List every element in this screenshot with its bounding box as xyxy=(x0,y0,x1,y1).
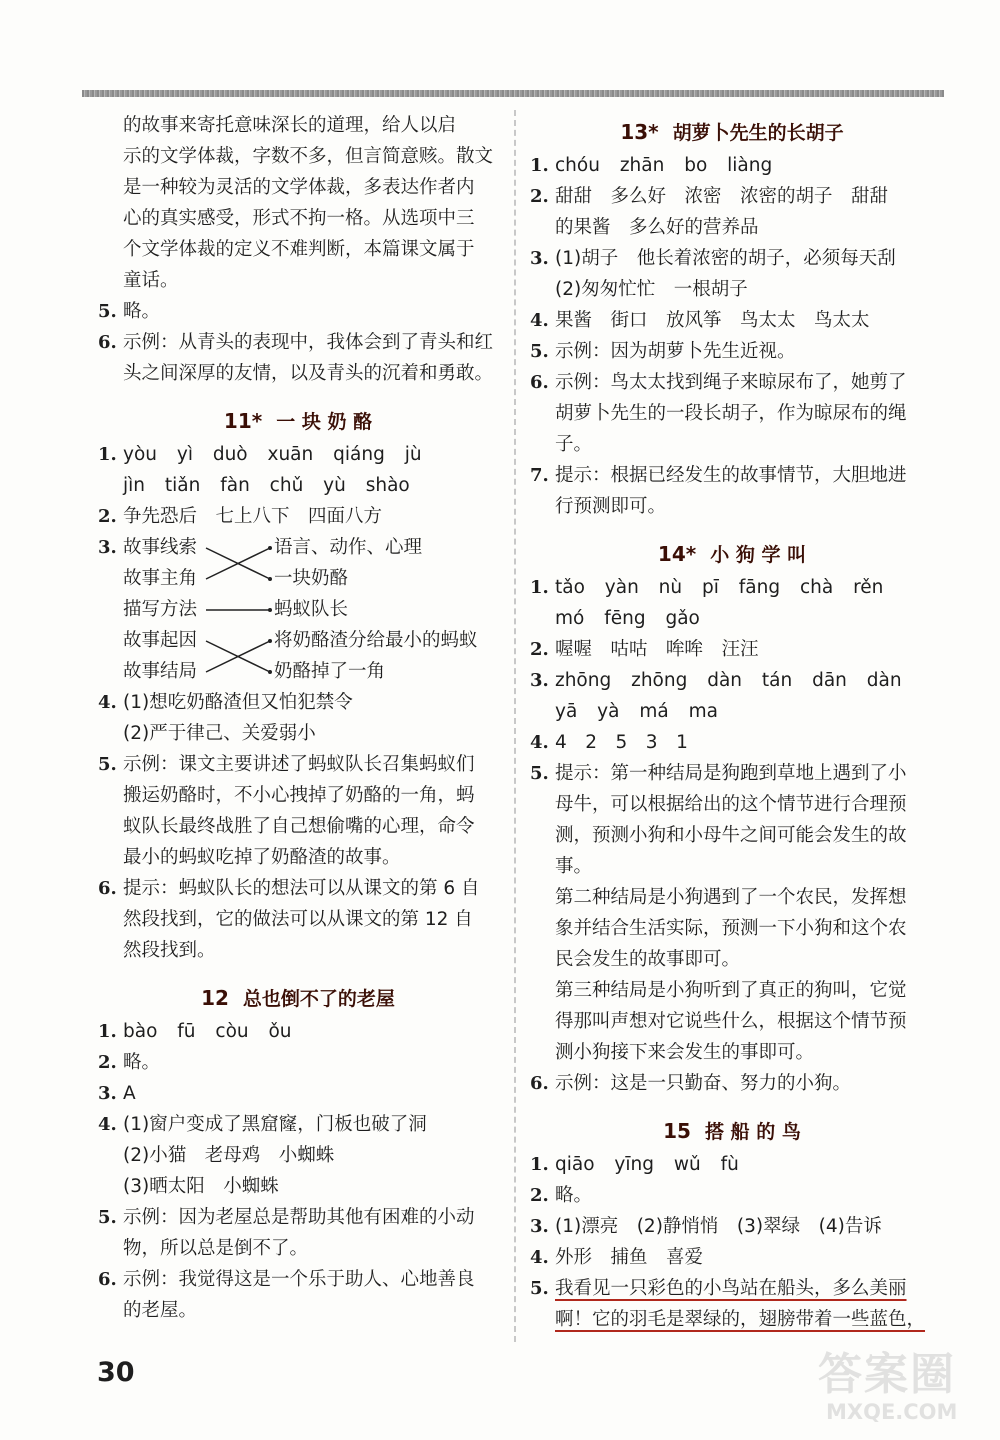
answer-line xyxy=(530,491,934,522)
answer-text: A xyxy=(123,1083,136,1104)
answer-text: 母牛，可以根据给出的这个情节进行合理预 xyxy=(555,794,907,815)
intro-line: 心的真实感受，形式不拘一格。从选项中三 xyxy=(123,208,475,229)
match-connector xyxy=(206,641,270,672)
item-number: 3. xyxy=(98,537,117,558)
answer-text: (1)窗户变成了黑窟窿，门板也破了洞 xyxy=(123,1114,427,1135)
item-number: 2. xyxy=(530,186,549,207)
answer-text: 然段找到。 xyxy=(123,940,216,961)
answer-line xyxy=(530,665,934,696)
answer-line xyxy=(98,904,498,935)
answer-line xyxy=(530,1180,934,1211)
item-number: 3. xyxy=(530,248,549,269)
answer-line xyxy=(530,758,934,789)
answer-text: 略。 xyxy=(555,1185,593,1206)
item-number: 6. xyxy=(530,1073,549,1094)
section-title xyxy=(530,1109,934,1149)
item-number: 4. xyxy=(530,732,549,753)
match-right-item: 将奶酪渣分给最小的蚂蚁 xyxy=(274,630,478,651)
item-number: 2. xyxy=(530,639,549,660)
answer-text: 4 2 5 3 1 xyxy=(555,732,688,753)
answer-line xyxy=(530,882,934,913)
item-number: 3. xyxy=(98,1083,117,1104)
match-connector xyxy=(206,548,270,579)
answer-line xyxy=(98,1109,498,1140)
section-number: 13* xyxy=(620,120,659,144)
answer-text: (2)严于律己、关爱弱小 xyxy=(123,723,316,744)
answer-line xyxy=(98,1233,498,1264)
answer-text: 象并结合生活实际，预测一下小狗和这个农 xyxy=(555,918,907,939)
answer-line xyxy=(98,296,498,327)
answer-text: (1)胡子 他长着浓密的胡子，必须每天刮 xyxy=(555,248,896,269)
answer-text: 第二种结局是小狗遇到了一个农民，发挥想 xyxy=(555,887,907,908)
match-connector-end xyxy=(268,608,272,612)
answer-line xyxy=(98,811,498,842)
match-left-item: 故事主角 xyxy=(123,568,198,589)
match-connector-end xyxy=(268,639,272,643)
answer-text: 啊！它的羽毛是翠绿的，翅膀带着一些蓝色， xyxy=(555,1309,926,1330)
answer-line xyxy=(530,212,934,243)
answer-line xyxy=(530,1068,934,1099)
match-connector-end xyxy=(268,546,272,550)
answer-line xyxy=(98,687,498,718)
match-connector-end xyxy=(268,577,272,581)
item-number: 1. xyxy=(530,1154,549,1175)
answer-text: zhōng zhōng dàn tán dān dàn xyxy=(555,670,902,691)
answer-line xyxy=(530,975,934,1006)
answer-text: mó fēng gǎo xyxy=(555,608,700,629)
answer-line xyxy=(530,429,934,460)
item-number: 5. xyxy=(98,754,117,775)
item-number: 2. xyxy=(98,1052,117,1073)
section-title xyxy=(530,110,934,150)
right-column xyxy=(530,110,934,1335)
answer-text: 外形 捕鱼 喜爱 xyxy=(555,1247,704,1268)
section-title-text: 胡萝卜先生的长胡子 xyxy=(672,122,844,144)
watermark-line2: MXQE.COM xyxy=(826,1400,958,1424)
answer-line xyxy=(98,1047,498,1078)
item-number: 7. xyxy=(530,465,549,486)
answer-text: 示例：从青头的表现中，我体会到了青头和红 xyxy=(123,332,494,353)
match-left-item: 故事线索 xyxy=(123,537,198,558)
answer-text: 略。 xyxy=(123,1052,161,1073)
answer-text: 测小狗接下来会发生的事即可。 xyxy=(555,1042,815,1063)
item-number: 5. xyxy=(98,301,117,322)
answer-text: yā yà má ma xyxy=(555,701,718,722)
answer-text: 民会发生的故事即可。 xyxy=(555,949,741,970)
answer-text: 搬运奶酪时，不小心拽掉了奶酪的一角，蚂 xyxy=(123,785,475,806)
answer-text: 提示：根据已经发生的故事情节，大胆地进 xyxy=(555,465,907,486)
left-column xyxy=(98,110,498,1326)
answer-text: 蚁队长最终战胜了自己想偷嘴的心理，命令 xyxy=(123,816,475,837)
item-number: 3. xyxy=(530,670,549,691)
intro-line: 童话。 xyxy=(123,270,179,291)
answer-line xyxy=(530,398,934,429)
answer-line xyxy=(98,1140,498,1171)
match-right-item: 奶酪掉了一角 xyxy=(274,661,386,682)
answer-line xyxy=(98,439,498,470)
answer-line xyxy=(530,944,934,975)
answer-line xyxy=(98,470,498,501)
answer-line xyxy=(530,367,934,398)
answer-text: yòu yì duò xuān qiáng jù xyxy=(123,444,422,465)
answer-line xyxy=(530,1149,934,1180)
answer-text: 提示：蚂蚁队长的想法可以从课文的第 6 自 xyxy=(123,878,480,899)
intro-line: 的故事来寄托意味深长的道理，给人以启 xyxy=(123,115,457,136)
answer-text: 的老屋。 xyxy=(123,1300,198,1321)
section-number: 12 xyxy=(201,986,229,1010)
item-number: 6. xyxy=(98,1269,117,1290)
match-left-item: 描写方法 xyxy=(123,599,198,620)
answer-text: 提示：第一种结局是狗跑到草地上遇到了小 xyxy=(555,763,907,784)
section-number: 11* xyxy=(223,409,263,433)
section-title-text: 总也倒不了的老屋 xyxy=(242,988,395,1010)
match-connector xyxy=(206,641,270,672)
match-connector-end xyxy=(268,670,272,674)
item-number: 1. xyxy=(98,444,117,465)
item-number: 6. xyxy=(530,372,549,393)
answer-text: 甜甜 多么好 浓密 浓密的胡子 甜甜 xyxy=(555,186,889,207)
watermark-line1: 答案圈 xyxy=(818,1349,956,1400)
answer-text: 测，预测小狗和小母牛之间可能会发生的故 xyxy=(555,825,907,846)
answer-line xyxy=(530,1006,934,1037)
item-number: 5. xyxy=(530,763,549,784)
answer-text: jìn tiǎn fàn chǔ yù shào xyxy=(123,475,410,496)
match-left-item: 故事结局 xyxy=(123,661,198,682)
answer-text: 然段找到，它的做法可以从课文的第 12 自 xyxy=(123,909,473,930)
answer-text: 示例：因为胡萝卜先生近视。 xyxy=(555,341,796,362)
watermark-logo xyxy=(818,1350,968,1434)
answer-line xyxy=(530,634,934,665)
answer-text: (2)小猫 老母鸡 小蜘蛛 xyxy=(123,1145,335,1166)
answer-text: 喔喔 咕咕 哞哞 汪汪 xyxy=(555,639,759,660)
section-title-text: 小 狗 学 叫 xyxy=(710,544,807,566)
item-number: 2. xyxy=(98,506,117,527)
section-spacer xyxy=(98,966,498,976)
answer-line xyxy=(98,718,498,749)
answer-line xyxy=(530,727,934,758)
answer-text: 我看见一只彩色的小鸟站在船头，多么美丽 xyxy=(555,1278,907,1299)
answer-text: qiāo yīng wǔ fù xyxy=(555,1154,739,1175)
answer-text: 争先恐后 七上八下 四面八方 xyxy=(123,506,383,527)
answer-line xyxy=(530,1242,934,1273)
section-spacer xyxy=(98,389,498,399)
item-number: 1. xyxy=(98,1021,117,1042)
answer-line xyxy=(98,749,498,780)
answer-line xyxy=(530,243,934,274)
answer-line xyxy=(98,873,498,904)
item-number: 4. xyxy=(98,692,117,713)
section-title-text: 一 块 奶 酪 xyxy=(276,411,373,433)
item-number: 4. xyxy=(98,1114,117,1135)
item-number: 4. xyxy=(530,310,549,331)
answer-line xyxy=(98,501,498,532)
answer-line xyxy=(530,572,934,603)
section-number: 14* xyxy=(657,542,697,566)
answer-line xyxy=(530,789,934,820)
item-number: 6. xyxy=(98,878,117,899)
answer-text: 示例：因为老屋总是帮助其他有困难的小动 xyxy=(123,1207,475,1228)
answer-line xyxy=(530,274,934,305)
answer-line xyxy=(530,460,934,491)
answer-text: bào fū còu ǒu xyxy=(123,1021,292,1042)
matching-question xyxy=(98,532,498,687)
answer-line xyxy=(530,603,934,634)
answer-text: 最小的蚂蚁吃掉了奶酪渣的故事。 xyxy=(123,847,401,868)
answer-line xyxy=(530,820,934,851)
column-divider xyxy=(514,110,516,1342)
item-number: 4. xyxy=(530,1247,549,1268)
answer-text: tǎo yàn nù pī fāng chà rěn xyxy=(555,577,884,598)
answer-text: (1)漂亮 (2)静悄悄 (3)翠绿 (4)告诉 xyxy=(555,1216,882,1237)
answer-text: 示例：鸟太太找到绳子来晾尿布了，她剪了 xyxy=(555,372,907,393)
answer-line xyxy=(98,1016,498,1047)
answer-text: 物，所以总是倒不了。 xyxy=(123,1238,309,1259)
answer-line xyxy=(98,1171,498,1202)
section-title xyxy=(530,532,934,572)
answer-line xyxy=(98,842,498,873)
answer-line xyxy=(530,851,934,882)
section-spacer xyxy=(530,522,934,532)
match-right-item: 蚂蚁队长 xyxy=(274,599,349,620)
answer-line xyxy=(530,181,934,212)
answer-line xyxy=(98,935,498,966)
answer-text: 的果酱 多么好的营养品 xyxy=(555,217,759,238)
answer-line xyxy=(98,358,498,389)
match-left-item: 故事起因 xyxy=(123,630,198,651)
item-number: 1. xyxy=(530,155,549,176)
answer-line xyxy=(98,1264,498,1295)
answer-line xyxy=(98,327,498,358)
answer-text: 果酱 街口 放风筝 鸟太太 鸟太太 xyxy=(555,310,870,331)
answer-text: 略。 xyxy=(123,301,161,322)
match-connector xyxy=(206,548,270,579)
section-title-text: 搭 船 的 鸟 xyxy=(704,1121,801,1143)
match-right-item: 语言、动作、心理 xyxy=(274,537,423,558)
page-number: 30 xyxy=(97,1357,135,1388)
item-number: 2. xyxy=(530,1185,549,1206)
section-number: 15 xyxy=(663,1119,691,1143)
match-right-item: 一块奶酪 xyxy=(274,568,349,589)
answer-line xyxy=(530,696,934,727)
answer-text: 事。 xyxy=(555,856,593,877)
answer-text: (1)想吃奶酪渣但又怕犯禁令 xyxy=(123,692,353,713)
answer-text: 示例：课文主要讲述了蚂蚁队长召集蚂蚁们 xyxy=(123,754,475,775)
section-title xyxy=(98,399,498,439)
item-number: 1. xyxy=(530,577,549,598)
section-title xyxy=(98,976,498,1016)
answer-line xyxy=(530,913,934,944)
answer-line xyxy=(530,1037,934,1068)
answer-text: (3)晒太阳 小蜘蛛 xyxy=(123,1176,279,1197)
intro-line: 个文学体裁的定义不难判断，本篇课文属于 xyxy=(123,239,475,260)
answer-text: 胡萝卜先生的一段长胡子，作为晾尿布的绳 xyxy=(555,403,907,424)
answer-line xyxy=(98,1078,498,1109)
answer-line xyxy=(98,1295,498,1326)
answer-text: 子。 xyxy=(555,434,593,455)
item-number: 3. xyxy=(530,1216,549,1237)
answer-line xyxy=(530,336,934,367)
answer-line xyxy=(98,780,498,811)
item-number: 5. xyxy=(530,1278,549,1299)
answer-text: 得那叫声想对它说些什么，根据这个情节预 xyxy=(555,1011,907,1032)
answer-line xyxy=(530,1273,934,1304)
item-number: 5. xyxy=(530,341,549,362)
answer-text: (2)匆匆忙忙 一根胡子 xyxy=(555,279,748,300)
item-number: 5. xyxy=(98,1207,117,1228)
intro-line: 示的文学体裁，字数不多，但言简意赅。散文 xyxy=(123,146,494,167)
answer-line xyxy=(98,1202,498,1233)
answer-text: 示例：这是一只勤奋、努力的小狗。 xyxy=(555,1073,852,1094)
answer-text: 头之间深厚的友情，以及青头的沉着和勇敢。 xyxy=(123,363,494,384)
item-number: 6. xyxy=(98,332,117,353)
answer-text: chóu zhān bo liàng xyxy=(555,155,773,176)
top-decorative-bar xyxy=(82,90,944,97)
answer-line xyxy=(530,150,934,181)
intro-line: 是一种较为灵活的文学体裁，多表达作者内 xyxy=(123,177,475,198)
answer-line xyxy=(530,1211,934,1242)
section-spacer xyxy=(530,1099,934,1109)
answer-text: 第三种结局是小狗听到了真正的狗叫，它觉 xyxy=(555,980,907,1001)
answer-line xyxy=(530,305,934,336)
answer-text: 示例：我觉得这是一个乐于助人、心地善良 xyxy=(123,1269,475,1290)
answer-line xyxy=(530,1304,934,1335)
answer-text: 行预测即可。 xyxy=(555,496,667,517)
